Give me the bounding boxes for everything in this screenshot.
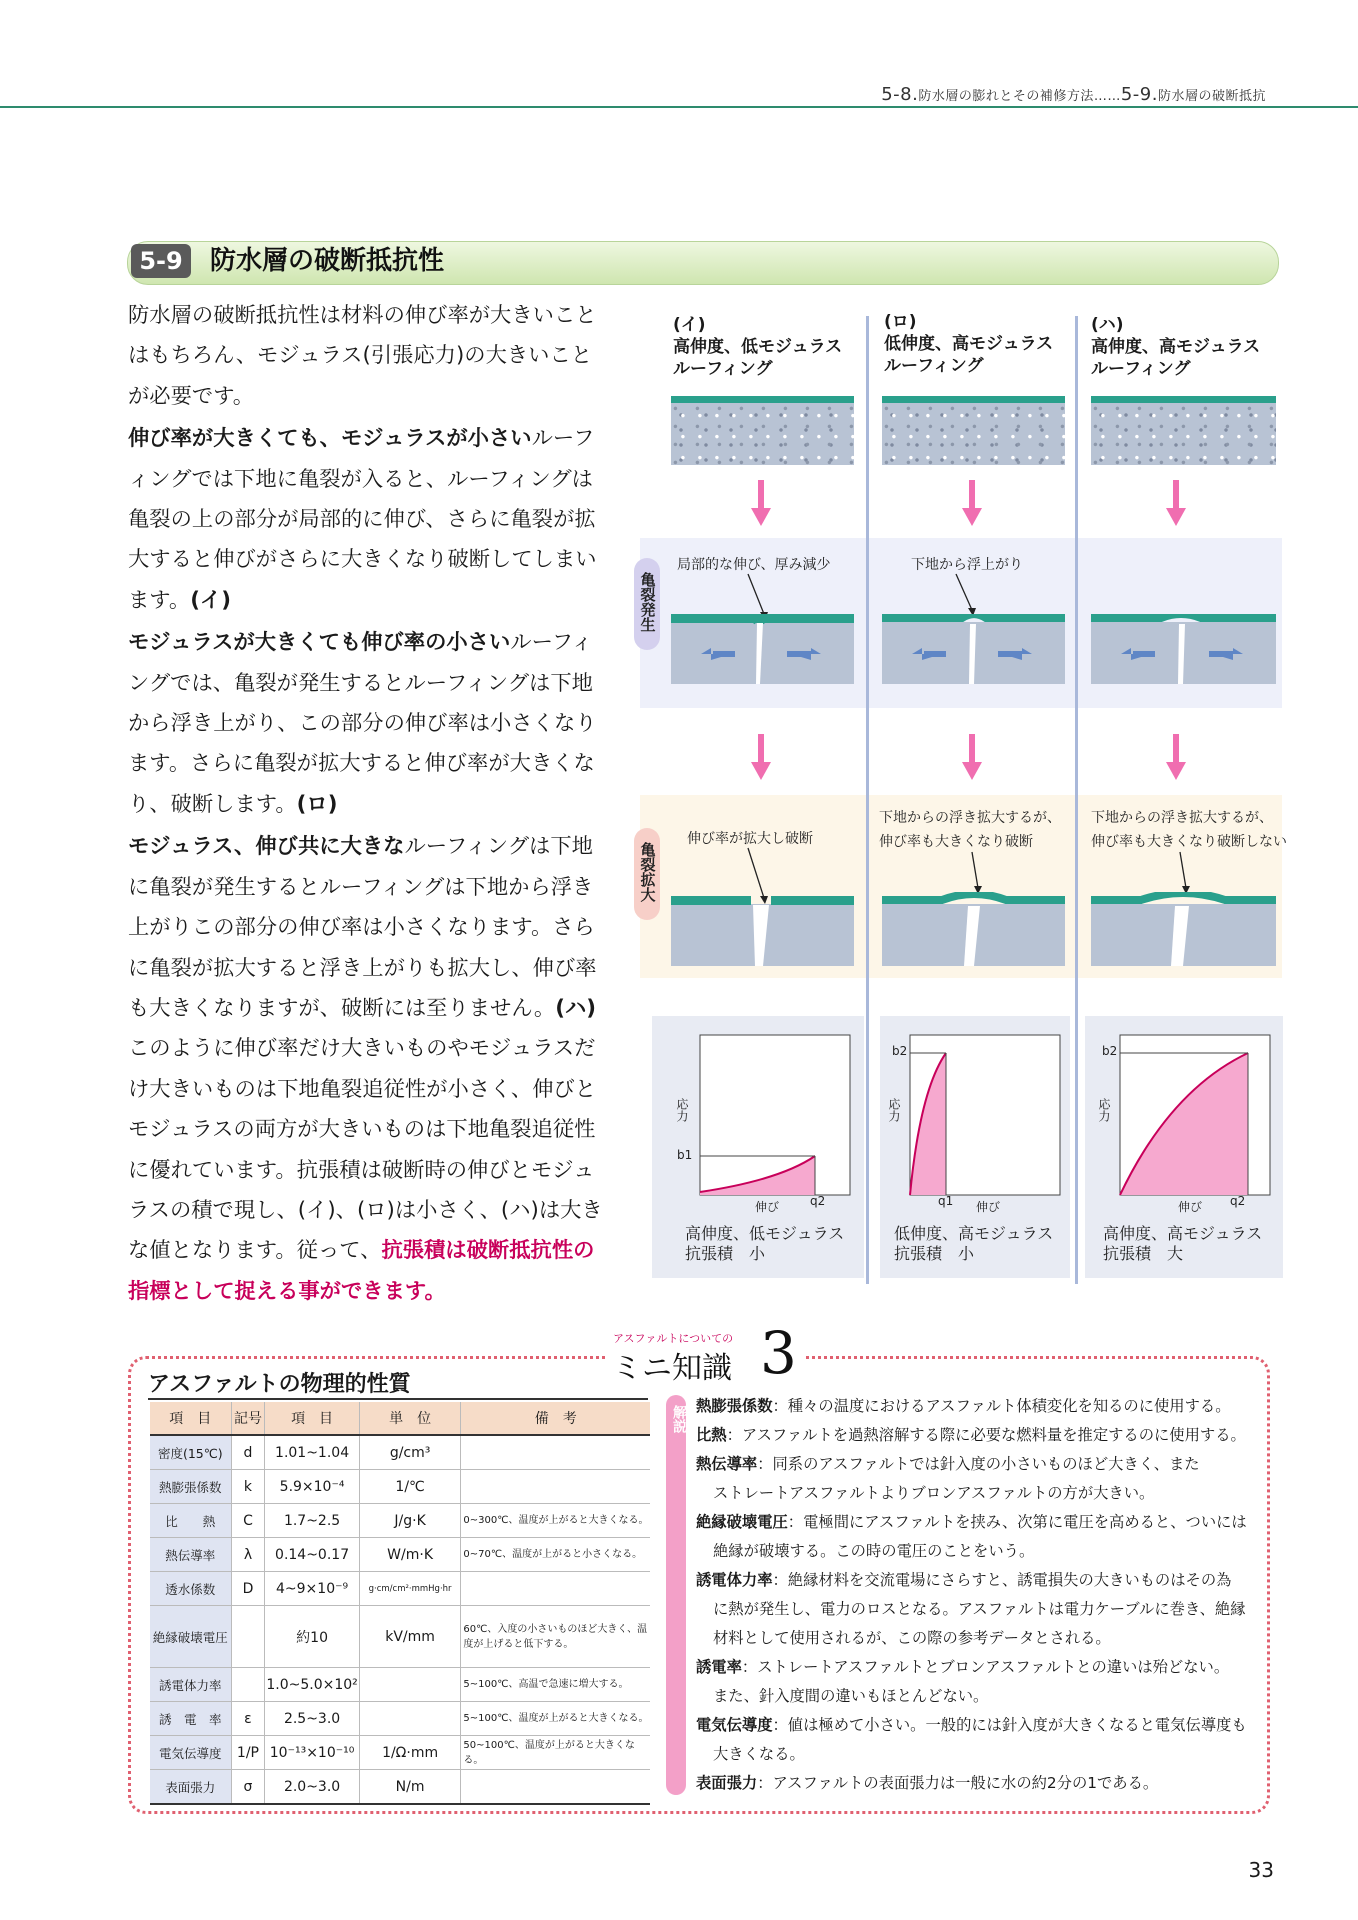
column-3-note-2b: 伸び率も大きくなり破断しない	[1091, 834, 1287, 850]
table-cell	[461, 1470, 650, 1504]
explanation-item	[696, 1711, 1256, 1740]
table-cell: 2.0~3.0	[265, 1770, 359, 1805]
column-3-note-2	[1091, 806, 1287, 854]
paragraph-2-lead: 伸び率が大きくても、モジュラスが小さい	[128, 426, 532, 452]
table-cell: k	[231, 1470, 265, 1504]
table-cell	[461, 1770, 650, 1805]
paragraph-2	[128, 419, 604, 621]
table-cell	[231, 1668, 265, 1702]
explanation-text: ：同系のアスファルトでは針入度の小さいものほど大きく、また	[757, 1455, 1200, 1473]
table-cell: 2.5~3.0	[265, 1702, 359, 1736]
paragraph-5-text: このように伸び率だけ大きいものやモジュラスだけ大きいものは下地亀裂追従性が小さく、伸びとモジュラスの両方が大きいものは下地亀裂追従性に優れています。抗張積は破断時の伸びとモジュラスの積で現し、(イ)、(ロ)は小さく、(ハ)は大きな値となります。従って、	[128, 1036, 603, 1264]
column-3-title-1: 高伸度、高モジュラス	[1091, 337, 1261, 357]
header-rule	[0, 106, 1358, 108]
column-3-caption-1: 高伸度、高モジュラス	[1103, 1224, 1263, 1243]
column-2-stress-strain-chart	[870, 1030, 1070, 1220]
table-row	[150, 1668, 650, 1702]
table-cell: 1/Ω·mm	[359, 1736, 461, 1770]
table-cell	[359, 1668, 461, 1702]
substrate-slab	[882, 396, 1065, 465]
table-title-rule	[148, 1398, 648, 1400]
column-1-caption	[685, 1224, 844, 1264]
column-3-note-2a: 下地からの浮き拡大するが、	[1091, 810, 1273, 826]
explanation-item	[696, 1450, 1256, 1479]
explanation-term: 絶縁破壊電圧	[696, 1513, 788, 1531]
table-cell: W/m·K	[359, 1538, 461, 1572]
table-cell: 表面張力	[150, 1770, 231, 1805]
explanation-text: ：アスファルトの表面張力は一般に水の約2分の1である。	[757, 1774, 1159, 1792]
table-header-cell: 項 目	[150, 1402, 231, 1435]
crack-onset-slab	[1091, 614, 1276, 684]
column-3-xlabel: 伸び	[1178, 1200, 1203, 1214]
column-2-header	[884, 311, 1053, 377]
column-3-stress-strain-chart	[1080, 1030, 1280, 1220]
table-cell: 0.14~0.17	[265, 1538, 359, 1572]
table-cell: 1.0~5.0×10²	[265, 1668, 359, 1702]
column-3-header	[1091, 314, 1260, 380]
table-header-cell: 記号	[231, 1402, 265, 1435]
paragraph-2-tag: (イ)	[190, 587, 231, 613]
column-2-ylabel: 応力	[887, 1098, 901, 1122]
explanation-item	[696, 1653, 1256, 1682]
column-1-header	[673, 314, 842, 380]
table-cell: g/cm³	[359, 1435, 461, 1470]
table-cell: 約10	[265, 1606, 359, 1668]
table-cell: 1/P	[231, 1736, 265, 1770]
table-cell: 比 熱	[150, 1504, 231, 1538]
table-cell: kV/mm	[359, 1606, 461, 1668]
column-1-note-2: 伸び率が拡大し破断	[687, 831, 813, 847]
explanation-term: 誘電率	[696, 1658, 742, 1676]
paragraph-5	[128, 1029, 604, 1312]
paragraph-4-tag: (ハ)	[555, 995, 596, 1021]
column-1-caption-2: 抗張積 小	[685, 1244, 766, 1263]
explanation-continuation: に熱が発生し、電力のロスとなる。アスファルトは電力ケーブルに巻き、絶縁	[713, 1600, 1246, 1618]
table-row	[150, 1736, 650, 1770]
column-3-y-tick: b2	[1102, 1044, 1118, 1058]
explanation-text: ：種々の温度におけるアスファルト体積変化を知るのに使用する。	[772, 1397, 1231, 1415]
section-number: 5-9	[131, 244, 191, 278]
explanation-continuation: 絶縁が破壊する。この時の電圧のことをいう。	[713, 1542, 1035, 1560]
column-2-note-2a: 下地からの浮き拡大するが、	[879, 810, 1061, 826]
down-arrow-icon	[1166, 734, 1186, 780]
table-cell: 絶縁破壊電圧	[150, 1606, 231, 1668]
table-header-row	[150, 1402, 650, 1435]
table-cell: J/g·K	[359, 1504, 461, 1538]
down-arrow-icon	[962, 480, 982, 526]
paragraph-3-lead: モジュラスが大きくても伸び率の小さい	[128, 630, 511, 656]
table-cell	[359, 1702, 461, 1736]
table-cell: 60℃、入度の小さいものほど大きく、温度が上げると低下する。	[461, 1606, 650, 1668]
table-cell: D	[231, 1572, 265, 1606]
down-arrow-icon	[751, 734, 771, 780]
paragraph-3	[128, 623, 604, 825]
stage-label-crack-onset-text: 亀裂発生	[638, 572, 657, 632]
table-cell: g·cm/cm²·mmHg·hr	[359, 1572, 461, 1606]
table-cell: 透水係数	[150, 1572, 231, 1606]
table-cell: 10⁻¹³×10⁻¹⁰	[265, 1736, 359, 1770]
explanation-term: 熱伝導率	[696, 1455, 758, 1473]
explanation-continuation: ストレートアスファルトよりブロンアスファルトの方が大きい。	[713, 1484, 1155, 1502]
paragraph-4	[128, 827, 604, 1029]
column-2-note-1: 下地から浮上がり	[911, 557, 1023, 573]
column-1-note-1: 局部的な伸び、厚み減少	[677, 557, 831, 573]
table-title: アスファルトの物理的性質	[148, 1372, 411, 1397]
explanation-text: ：ストレートアスファルトとブロンアスファルトとの違いは殆どない。	[741, 1658, 1230, 1676]
explanation-continuation: また、針入度間の違いもほとんどない。	[713, 1687, 989, 1705]
explanation-term: 電気伝導度	[696, 1716, 773, 1734]
explanation-text: ：アスファルトを過熱溶解する際に必要な燃料量を推定するのに使用する。	[726, 1426, 1246, 1444]
table-row	[150, 1538, 650, 1572]
breadcrumb-prev: 防水層の膨れとその補修方法	[918, 89, 1094, 104]
paragraph-3-tag: (ロ)	[296, 791, 338, 817]
table-cell: 密度(15℃)	[150, 1435, 231, 1470]
column-2-tag: (ロ)	[884, 312, 917, 332]
column-2-title-2: ルーフィング	[884, 356, 984, 376]
breadcrumb-current: 防水層の破断抵抗	[1157, 89, 1266, 104]
paragraph-2-text: ルーフィングでは下地に亀裂が入ると、ルーフィングは亀裂の上の部分が局部的に伸び、さらに亀裂が拡大すると伸びがさらに大きくなり破断してしまいます。	[128, 426, 597, 613]
column-3-tag: (ハ)	[1091, 315, 1124, 335]
paragraph-1: 防水層の破断抵抗性は材料の伸び率が大きいことはもちろん、モジュラス(引張応力)の大きいことが必要です。	[128, 303, 597, 409]
crack-onset-slab	[882, 614, 1065, 684]
mini-knowledge-title: ミニ知識	[612, 1351, 732, 1386]
table-cell	[461, 1435, 650, 1470]
table-cell: 5~100℃、高温で急速に増大する。	[461, 1668, 650, 1702]
explanation-item	[696, 1392, 1256, 1421]
column-3-x-tick: q2	[1230, 1194, 1246, 1208]
column-2-y-tick: b2	[892, 1044, 908, 1058]
table-cell: 誘電体力率	[150, 1668, 231, 1702]
column-1-caption-1: 高伸度、低モジュラス	[685, 1224, 845, 1243]
table-cell: N/m	[359, 1770, 461, 1805]
explanation-item	[696, 1421, 1256, 1450]
table-cell: 5~100℃、温度が上がると大きくなる。	[461, 1702, 650, 1736]
breadcrumb-prev-num: 5-8.	[881, 84, 919, 105]
column-2-caption-1: 低伸度、高モジュラス	[894, 1224, 1054, 1243]
column-2-title-1: 低伸度、高モジュラス	[884, 334, 1054, 354]
crack-onset-slab	[671, 614, 854, 684]
column-1-x-tick: q2	[810, 1194, 826, 1208]
table-cell: λ	[231, 1538, 265, 1572]
paragraph-3-text: ルーフィングでは、亀裂が発生するとルーフィングは下地から浮き上がり、この部分の伸び率は小さくなります。さらに亀裂が拡大すると伸び率が大きくなり、破断します。	[128, 630, 597, 817]
column-2-caption-2: 抗張積 小	[894, 1244, 975, 1263]
explanation-continuation: 材料として使用されるが、この際の参考データとされる。	[713, 1629, 1111, 1647]
column-2-note-2b: 伸び率も大きくなり破断	[879, 834, 1033, 850]
column-3-caption-2: 抗張積 大	[1103, 1244, 1184, 1263]
stage-label-crack-growth	[634, 828, 660, 920]
explanation-continuation: 大きくなる。	[713, 1745, 805, 1763]
table-cell: 1.7~2.5	[265, 1504, 359, 1538]
table-row	[150, 1435, 650, 1470]
column-3-caption	[1103, 1224, 1262, 1264]
explanation-term: 表面張力	[696, 1774, 758, 1792]
table-row	[150, 1702, 650, 1736]
column-divider	[866, 316, 869, 1284]
explanation-text: ：絶縁材料を交流電場にさらすと、誘電損失の大きいものはその為	[772, 1571, 1232, 1589]
table-cell	[231, 1606, 265, 1668]
down-arrow-icon	[1166, 480, 1186, 526]
stage-label-crack-growth-text: 亀裂拡大	[638, 842, 657, 902]
table-row	[150, 1470, 650, 1504]
explanation-text: ：値は極めて小さい。一般的には針入度が大きくなると電気伝導度も	[772, 1716, 1247, 1734]
page-number: 33	[1248, 1858, 1274, 1882]
column-1-stress-strain-chart	[660, 1030, 860, 1220]
table-row	[150, 1770, 650, 1805]
explanation-item	[696, 1566, 1256, 1595]
crack-growth-slab	[1091, 892, 1276, 966]
stage-label-crack-onset	[634, 558, 660, 650]
explanation-item	[696, 1769, 1256, 1798]
breadcrumb-dots: ……	[1093, 89, 1121, 104]
table-cell: 誘 電 率	[150, 1702, 231, 1736]
explanation-item	[696, 1508, 1256, 1537]
column-2-xlabel: 伸び	[976, 1200, 1001, 1214]
down-arrow-icon	[751, 480, 771, 526]
table-cell: 熱伝導率	[150, 1538, 231, 1572]
explanation-list	[696, 1392, 1256, 1798]
breadcrumb-current-num: 5-9.	[1120, 84, 1158, 105]
table-cell: 0~300℃、温度が上がると大きくなる。	[461, 1504, 650, 1538]
explanation-text: ：電極間にアスファルトを挟み、次第に電圧を高めると、ついには	[787, 1513, 1247, 1531]
table-cell: d	[231, 1435, 265, 1470]
table-header-cell: 項 目	[265, 1402, 359, 1435]
column-divider	[1075, 316, 1078, 1284]
column-2-note-2	[879, 806, 1061, 854]
table-cell: σ	[231, 1770, 265, 1805]
column-2-caption	[894, 1224, 1053, 1264]
explanation-tab	[666, 1395, 686, 1795]
section-title: 防水層の破断抵抗性	[210, 246, 445, 276]
column-1-ylabel: 応力	[675, 1098, 689, 1122]
table-cell: 熱膨張係数	[150, 1470, 231, 1504]
column-1-y-tick: b1	[677, 1148, 693, 1162]
table-cell: C	[231, 1504, 265, 1538]
table-row	[150, 1572, 650, 1606]
column-3-ylabel: 応力	[1097, 1098, 1111, 1122]
paragraph-4-lead: モジュラス、伸び共に大きな	[128, 834, 405, 860]
table-cell	[461, 1572, 650, 1606]
explanation-term: 誘電体力率	[696, 1571, 773, 1589]
table-cell: 1.01~1.04	[265, 1435, 359, 1470]
table-cell: 50~100℃、温度が上がると大きくなる。	[461, 1736, 650, 1770]
breadcrumb	[881, 84, 1266, 105]
table-cell: 1/℃	[359, 1470, 461, 1504]
explanation-term: 熱膨張係数	[696, 1397, 773, 1415]
column-1-title-1: 高伸度、低モジュラス	[673, 337, 843, 357]
explanation-tab-label: 解説	[671, 1405, 687, 1433]
table-row	[150, 1606, 650, 1668]
paragraph-4-text: ルーフィングは下地に亀裂が発生するとルーフィングは下地から浮き上がりこの部分の伸び率は小さくなります。さらに亀裂が拡大すると浮き上がりも拡大し、伸び率も大きくなりますが、破断には至りません。	[128, 834, 597, 1021]
column-1-tag: (イ)	[673, 315, 706, 335]
table-cell: 0~70℃、温度が上がると小さくなる。	[461, 1538, 650, 1572]
column-2-x-tick: q1	[938, 1194, 954, 1208]
column-1-xlabel: 伸び	[755, 1200, 780, 1214]
crack-growth-slab	[671, 896, 854, 966]
explanation-term: 比熱	[696, 1426, 727, 1444]
mini-knowledge-kicker: アスファルトについての	[613, 1332, 734, 1345]
mini-knowledge-number: 3	[760, 1319, 797, 1387]
table-header-cell: 単 位	[359, 1402, 461, 1435]
down-arrow-icon	[962, 734, 982, 780]
table-row	[150, 1504, 650, 1538]
column-3-title-2: ルーフィング	[1091, 359, 1191, 379]
table-header-cell: 備 考	[461, 1402, 650, 1435]
paragraph-5-highlight: 抗張積は破断抵抗性の指標として捉える事ができます。	[128, 1238, 595, 1304]
crack-growth-slab	[882, 892, 1065, 966]
physical-properties-table	[150, 1402, 650, 1805]
table-cell: 4~9×10⁻⁹	[265, 1572, 359, 1606]
table-cell: 電気伝導度	[150, 1736, 231, 1770]
substrate-slab	[671, 396, 854, 465]
table-cell: 5.9×10⁻⁴	[265, 1470, 359, 1504]
column-1-title-2: ルーフィング	[673, 359, 773, 379]
table-cell: ε	[231, 1702, 265, 1736]
body-text	[128, 296, 604, 1312]
substrate-slab	[1091, 396, 1276, 465]
